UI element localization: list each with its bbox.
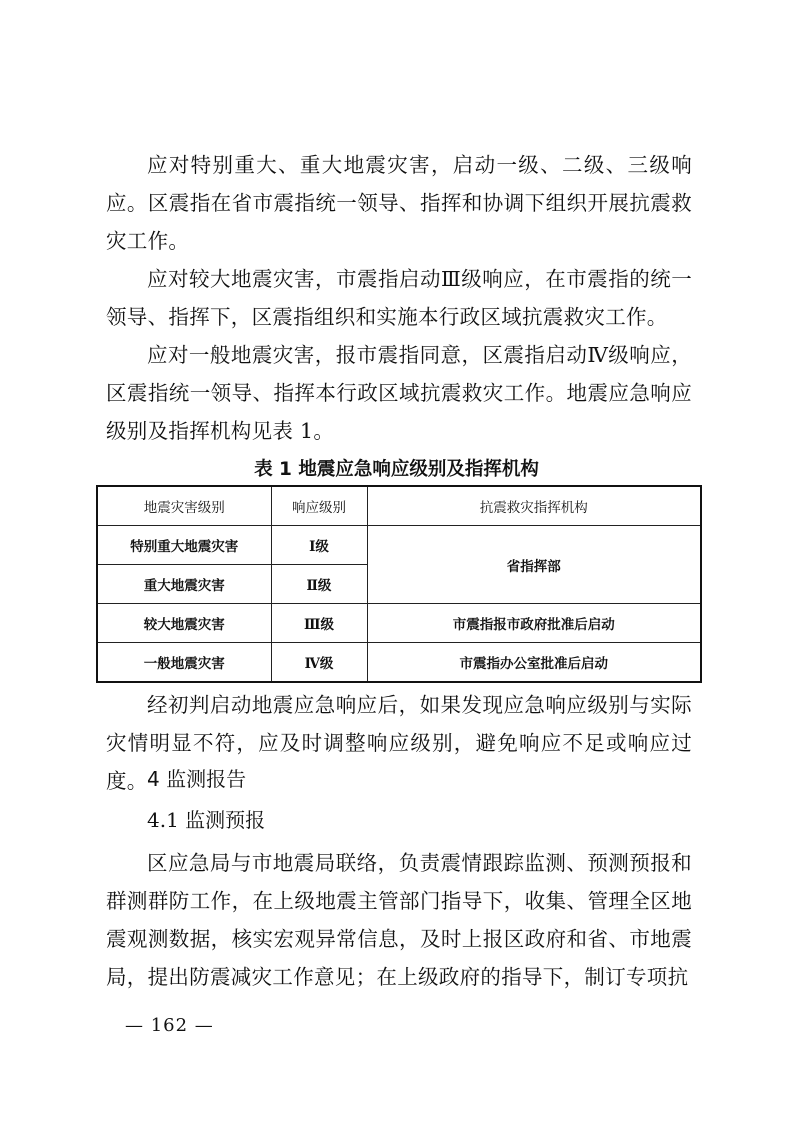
paragraph-level-4-response: 应对一般地震灾害，报市震指同意，区震指启动Ⅳ级响应，区震指统一领导、指挥本行政区域抗震救灾工作。地震应急响应级别及指挥机构见表 1。 bbox=[106, 343, 692, 443]
table-row bbox=[97, 604, 701, 643]
cell-disaster: 特别重大地震灾害 bbox=[97, 526, 271, 565]
header-response-level: 响应级别 bbox=[271, 486, 367, 526]
paragraph-monitoring: 区应急局与市地震局联络，负责震情跟踪监测、预测预报和群测群防工作，在上级地震主管部门指导下，收集、管理全区地震观测数据，核实宏观异常信息，及时上报区政府和省、市地震局，提出防震减灾工作意见；在上级政府的指导下，制订专项抗 bbox=[106, 851, 692, 989]
header-disaster-level: 地震灾害级别 bbox=[97, 486, 271, 526]
paragraph-after-table: 经初判启动地震应急响应后，如果发现应急响应级别与实际灾情明显不符，应及时调整响应级别，避免响应不足或响应过度。 bbox=[106, 693, 692, 793]
table-row bbox=[97, 526, 701, 565]
cell-level: Ⅱ级 bbox=[271, 565, 367, 604]
cell-level: Ⅰ级 bbox=[271, 526, 367, 565]
cell-disaster: 重大地震灾害 bbox=[97, 565, 271, 604]
cell-agency: 市震指报市政府批准后启动 bbox=[367, 604, 701, 643]
paragraph-level-1-3-response: 应对特别重大、重大地震灾害，启动一级、二级、三级响应。区震指在省市震指统一领导、指挥和协调下组织开展抗震救灾工作。 bbox=[106, 153, 692, 253]
paragraph-level-3-response: 应对较大地震灾害，市震指启动Ⅲ级响应，在市震指的统一领导、指挥下，区震指组织和实施本行政区域抗震救灾工作。 bbox=[106, 267, 692, 329]
cell-agency-merged: 省指挥部 bbox=[367, 526, 701, 604]
subsection-heading: 4.1 监测预报 bbox=[147, 808, 266, 832]
page-number: — 162 — bbox=[125, 1015, 214, 1036]
cell-disaster: 较大地震灾害 bbox=[97, 604, 271, 643]
cell-level: Ⅳ级 bbox=[271, 643, 367, 683]
table-row bbox=[97, 643, 701, 683]
cell-disaster: 一般地震灾害 bbox=[97, 643, 271, 683]
cell-agency: 市震指办公室批准后启动 bbox=[367, 643, 701, 683]
table-title: 表 1 地震应急响应级别及指挥机构 bbox=[254, 459, 539, 480]
cell-level: Ⅲ级 bbox=[271, 604, 367, 643]
header-command-agency: 抗震救灾指挥机构 bbox=[367, 486, 701, 526]
response-level-table bbox=[96, 485, 702, 683]
section-heading: 4 监测报告 bbox=[147, 767, 247, 791]
table-header-row bbox=[97, 486, 701, 526]
